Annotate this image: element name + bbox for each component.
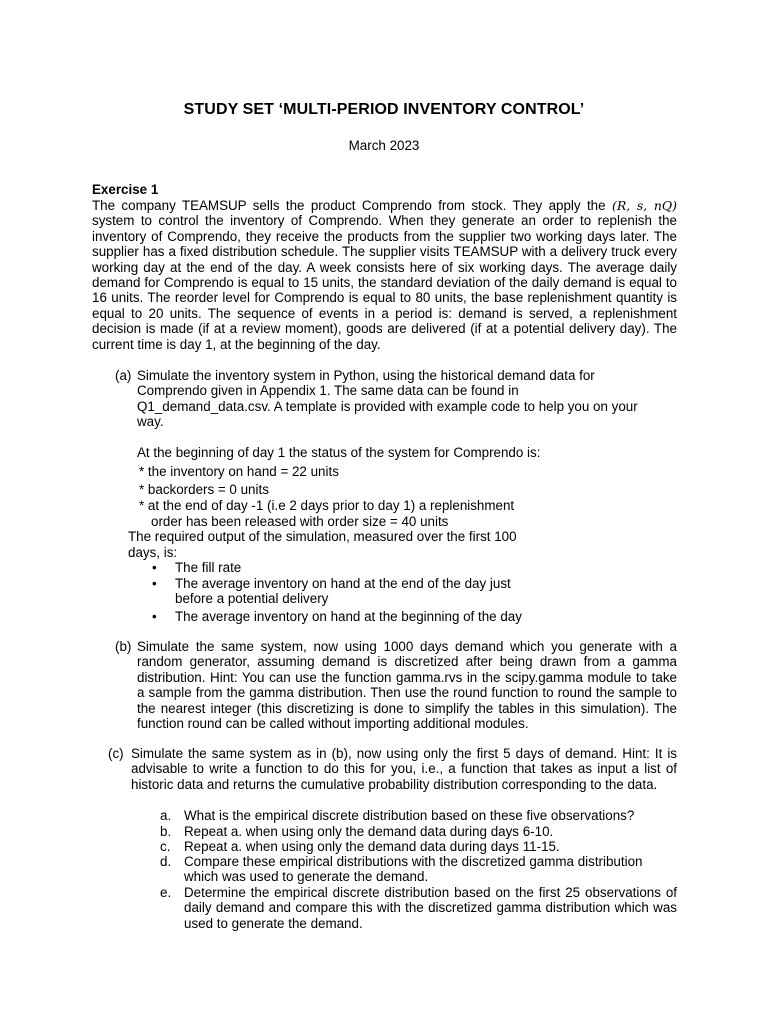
part-c-marker: (c) (108, 746, 124, 761)
intro-text-post: system to control the inventory of Comprendo. When they generate an order to replenish the inventory of Comprendo, they receive the products from the supplier two working days later. The supplier has a fixed distribution schedule. The supplier visits TEAMSUP with a delivery truck every working day at the end of the day. A week consists here of six working days. The average daily demand for Comprendo is equal to 15 units, the standard deviation of the daily demand is equal to 16 units. The reorder level for Comprendo is equal to 80 units, the base replenishment quantity is equal to 20 units. The sequence of events in a period is: demand is served, a replenishment decision is made (if at a review moment), goods are delivered (if at a potential delivery day). The current time is day 1, at the beginning of the day. (92, 213, 677, 352)
part-a-status-1: * the inventory on hand = 22 units (139, 464, 339, 479)
exercise-heading: Exercise 1 (92, 182, 159, 197)
subitem-text: What is the empirical discrete distribution based on these five observations? (184, 808, 635, 823)
part-a-marker: (a) (115, 368, 132, 383)
part-a-status-intro: At the beginning of day 1 the status of the system for Comprendo is: (137, 445, 541, 460)
bullet-dot: • (152, 560, 157, 575)
subitem-marker: a. (160, 808, 172, 823)
part-a-status-2: * backorders = 0 units (139, 482, 269, 497)
part-a-status-3b: order has been released with order size = 40 units (151, 514, 449, 529)
part-a-status-3a: * at the end of day -1 (i.e 2 days prior to day 1) a replenishment (139, 498, 515, 513)
intro-math: (R, s, nQ) (611, 198, 677, 213)
bullet-text: The average inventory on hand at the beginning of the day (175, 609, 522, 624)
subitem-marker: b. (160, 824, 172, 839)
document-title: STUDY SET ‘MULTI-PERIOD INVENTORY CONTROL’ (183, 101, 585, 118)
part-c-text: Simulate the same system as in (b), now using only the first 5 days of demand. Hint: It is advisable to write a function to do this for you, i.e., a function that takes as input a list of historic data and returns the cumulative probability distribution corresponding to the data. (131, 746, 677, 792)
subitem-text: Compare these empirical distributions with the discretized gamma distribution which was used to generate the demand. (184, 854, 643, 885)
bullet-dot: • (152, 576, 157, 591)
bullet-dot: • (152, 609, 157, 624)
subitem-marker: d. (160, 854, 172, 869)
bullet-text: The average inventory on hand at the end of the day just before a potential delivery (175, 576, 511, 607)
part-a-output-line-1: The required output of the simulation, measured over the first 100 (128, 529, 517, 544)
document-date: March 2023 (348, 138, 420, 153)
exercise-intro (92, 198, 677, 352)
subitem-marker: c. (160, 839, 171, 854)
subitem-text: Repeat a. when using only the demand data during days 11-15. (184, 839, 560, 854)
part-b-marker: (b) (115, 639, 132, 654)
intro-text-pre: The company TEAMSUP sells the product Comprendo from stock. They apply the (92, 198, 612, 213)
bullet-text: The fill rate (175, 560, 242, 575)
subitem-marker: e. (160, 885, 172, 900)
part-a-output-line-2: days, is: (128, 545, 178, 560)
part-a-text: Simulate the inventory system in Python, using the historical demand data for Comprendo given in Appendix 1. The same data can be found in Q1_demand_data.csv. A template is provided with example code to help you on your way. (137, 368, 638, 430)
part-b-text: Simulate the same system, now using 1000 days demand which you generate with a random generator, assuming demand is discretized after being drawn from a gamma distribution. Hint: You can use the function gamma.rvs in the scipy.gamma module to take a sample from the gamma distribution. Then use the round function to round the sample to the nearest integer (this discretizing is done to simplify the tables in this simulation). The function round can be called without importing additional modules. (137, 639, 677, 732)
subitem-text: Determine the empirical discrete distribution based on the first 25 observations of daily demand and compare this with the discretized gamma distribution which was used to generate the demand. (184, 885, 677, 931)
subitem-text: Repeat a. when using only the demand data during days 6-10. (184, 824, 554, 839)
